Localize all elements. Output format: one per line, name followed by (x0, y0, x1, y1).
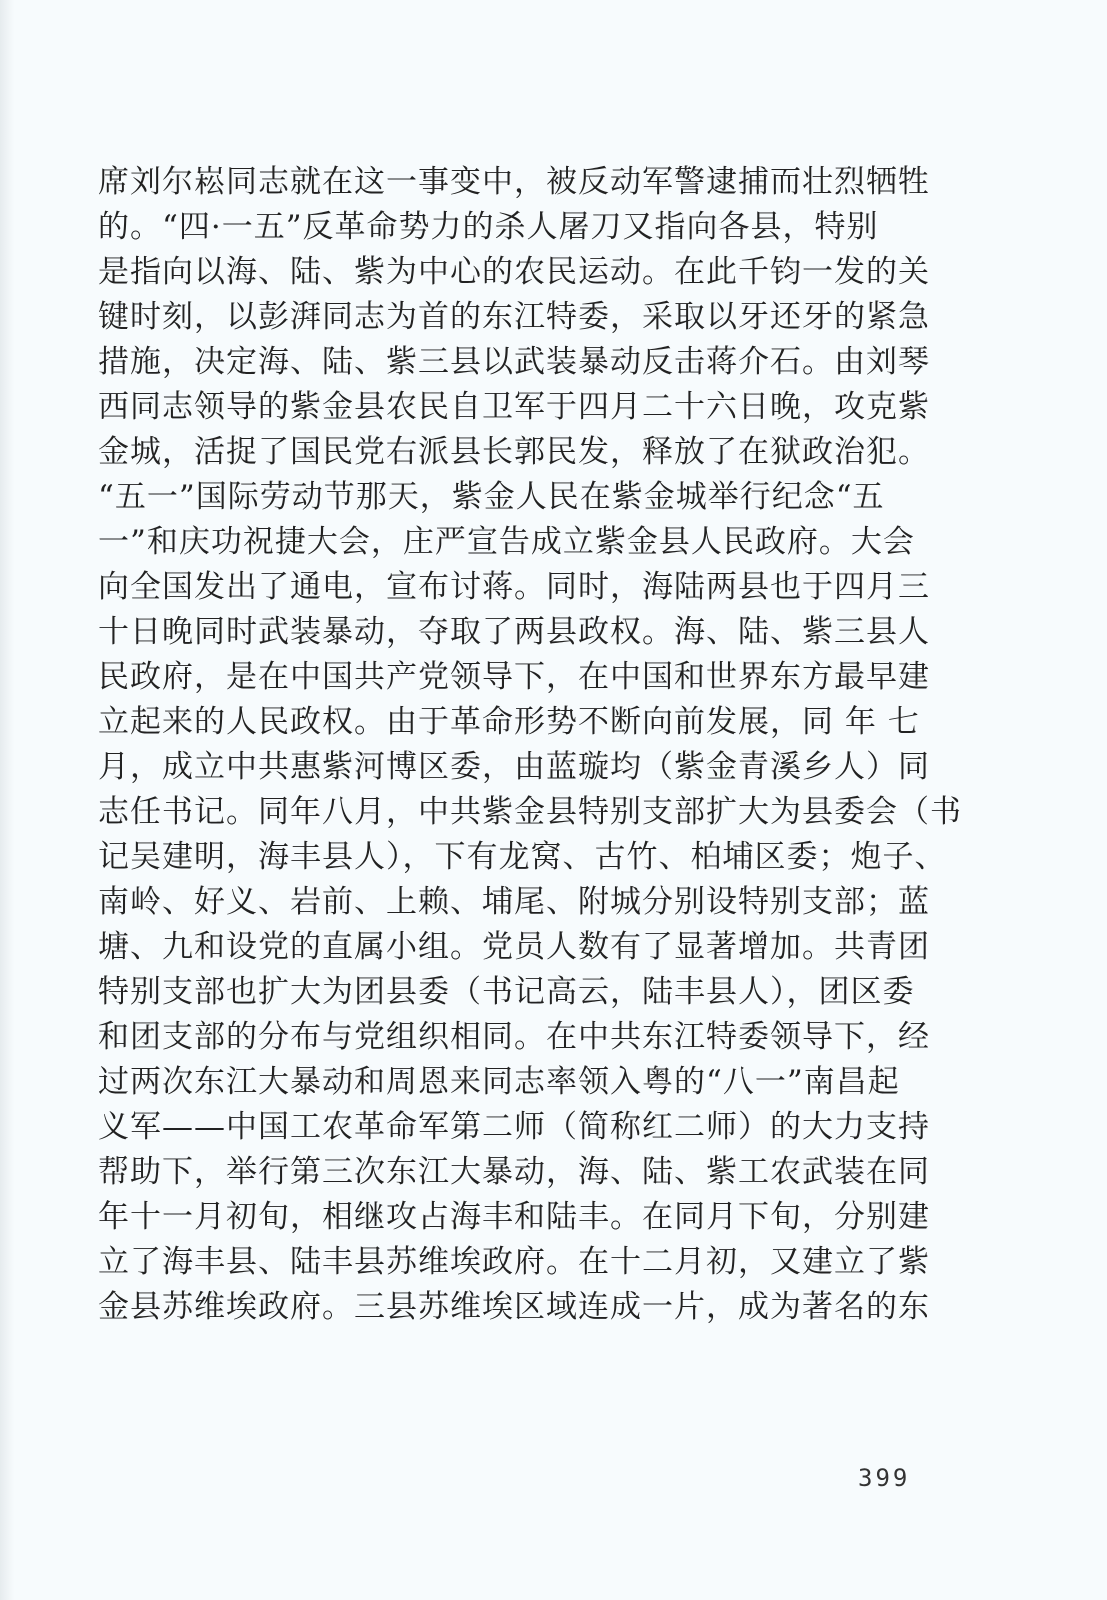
text-line: 志任书记。同年八月，中共紫金县特别支部扩大为县委会（书 (98, 794, 962, 830)
text-line: 一”和庆功祝捷大会，庄严宣告成立紫金县人民政府。大会 (98, 524, 915, 560)
text-line: 月，成立中共惠紫河博区委，由蓝璇均（紫金青溪乡人）同 (98, 749, 930, 785)
text-line: 民政府，是在中国共产党领导下，在中国和世界东方最早建 (98, 659, 930, 695)
text-line: 帮助下，举行第三次东江大暴动，海、陆、紫工农武装在同 (98, 1154, 930, 1190)
text-line: 键时刻，以彭湃同志为首的东江特委，采取以牙还牙的紧急 (98, 299, 930, 335)
text-line: 向全国发出了通电，宣布讨蒋。同时，海陆两县也于四月三 (98, 569, 930, 605)
text-line: 年十一月初旬，相继攻占海丰和陆丰。在同月下旬，分别建 (98, 1199, 930, 1235)
text-line: 过两次东江大暴动和周恩来同志率领入粤的“八一”南昌起 (98, 1064, 900, 1100)
text-line: 特别支部也扩大为团县委（书记高云，陆丰县人），团区委 (98, 974, 915, 1010)
page-number: 399 (858, 1464, 911, 1492)
text-line: 和团支部的分布与党组织相同。在中共东江特委领导下，经 (98, 1019, 930, 1055)
text-line: “五一”国际劳动节那天，紫金人民在紫金城举行纪念“五 (98, 479, 885, 515)
text-line: 的。“四·一五”反革命势力的杀人屠刀又指向各县，特别 (98, 209, 879, 245)
body-text (98, 160, 978, 1330)
scan-edge-shadow (0, 0, 14, 1600)
text-line: 西同志领导的紫金县农民自卫军于四月二十六日晚，攻克紫 (98, 389, 930, 425)
text-line: 金城，活捉了国民党右派县长郭民发，释放了在狱政治犯。 (98, 434, 930, 470)
text-line: 十日晚同时武装暴动，夺取了两县政权。海、陆、紫三县人 (98, 614, 930, 650)
text-line: 席刘尔崧同志就在这一事变中，被反动军警逮捕而壮烈牺牲 (98, 164, 930, 200)
text-line: 是指向以海、陆、紫为中心的农民运动。在此千钧一发的关 (98, 254, 930, 290)
text-line: 措施，决定海、陆、紫三县以武装暴动反击蒋介石。由刘琴 (98, 344, 930, 380)
text-line: 塘、九和设党的直属小组。党员人数有了显著增加。共青团 (98, 929, 930, 965)
text-line: 金县苏维埃政府。三县苏维埃区域连成一片，成为著名的东 (98, 1289, 930, 1325)
text-line: 立了海丰县、陆丰县苏维埃政府。在十二月初，又建立了紫 (98, 1244, 930, 1280)
text-line: 立起来的人民政权。由于革命形势不断向前发展，同 年 七 (98, 704, 920, 740)
text-line: 南岭、好义、岩前、上赖、埔尾、附城分别设特别支部；蓝 (98, 884, 930, 920)
text-line: 义军——中国工农革命军第二师（简称红二师）的大力支持 (98, 1109, 930, 1145)
text-line: 记吴建明，海丰县人），下有龙窝、古竹、柏埔区委；炮子、 (98, 839, 947, 875)
